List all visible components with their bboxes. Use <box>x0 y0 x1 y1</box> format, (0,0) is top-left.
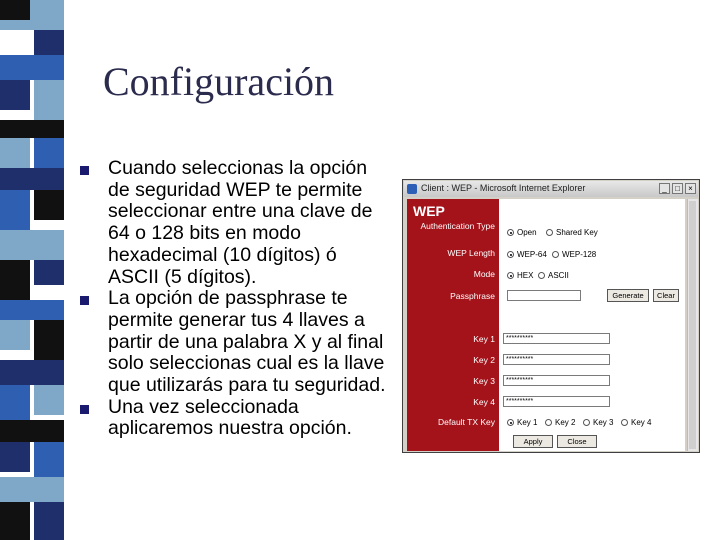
auth-shared-option[interactable] <box>546 228 598 237</box>
radio-icon <box>621 419 628 426</box>
tx-key1-option[interactable] <box>507 418 537 427</box>
square-bullet-icon <box>80 296 89 305</box>
maximize-button[interactable]: □ <box>672 183 683 194</box>
bullet-text: Cuando seleccionas la opción de seguridad WEP te permite seleccionar entre una clave de 64 o 128 bits en modo hexadecimal (10 dígitos) ó ASCII (5 dígitos). <box>108 157 373 288</box>
bullet-list <box>80 158 390 440</box>
mode-ascii-text: ASCII <box>548 271 569 280</box>
key1-input[interactable]: ********** <box>503 333 610 344</box>
radio-icon <box>507 251 514 258</box>
auth-shared-text: Shared Key <box>556 228 598 237</box>
key2-input[interactable]: ********** <box>503 354 610 365</box>
tx-key2-text: Key 2 <box>555 418 576 427</box>
auth-type-label: Authentication Type <box>420 221 495 231</box>
key3-label: Key 3 <box>473 376 495 386</box>
key2-label: Key 2 <box>473 355 495 365</box>
key3-input[interactable]: ********** <box>503 375 610 386</box>
decorative-stripe <box>0 0 64 540</box>
wep128-option[interactable] <box>552 250 596 259</box>
radio-icon <box>507 272 514 279</box>
radio-icon <box>507 419 514 426</box>
passphrase-label: Passphrase <box>450 291 495 301</box>
close-button[interactable]: Close <box>557 435 597 448</box>
radio-icon <box>545 419 552 426</box>
passphrase-input[interactable] <box>507 290 581 301</box>
default-tx-label: Default TX Key <box>437 417 495 427</box>
wep128-text: WEP-128 <box>562 250 597 259</box>
close-window-button[interactable]: × <box>685 183 696 194</box>
key4-input[interactable]: ********** <box>503 396 610 407</box>
bullet-text: La opción de passphrase te permite generar tus 4 llaves a partir de una palabra X y al final solo seleccionas cual es la llave que utilizarás para tu seguridad. <box>108 287 386 397</box>
mode-hex-option[interactable] <box>507 271 533 280</box>
bullet-text: Una vez seleccionada aplicaremos nuestra opción. <box>108 395 352 440</box>
wep64-option[interactable] <box>507 250 547 259</box>
tx-key4-option[interactable] <box>621 418 651 427</box>
label-column <box>407 199 499 451</box>
wep-length-label: WEP Length <box>447 248 495 258</box>
wep-heading: WEP <box>413 203 445 219</box>
key4-label: Key 4 <box>473 397 495 407</box>
tx-key3-option[interactable] <box>583 418 613 427</box>
bullet-item <box>80 397 390 440</box>
mode-ascii-option[interactable] <box>538 271 569 280</box>
key1-label: Key 1 <box>473 334 495 344</box>
mode-hex-text: HEX <box>517 271 534 280</box>
vertical-scrollbar[interactable] <box>687 199 698 451</box>
radio-icon <box>546 229 553 236</box>
scrollbar-thumb[interactable] <box>689 201 696 449</box>
wep-config-page <box>407 199 685 451</box>
tx-key4-text: Key 4 <box>631 418 652 427</box>
window-titlebar[interactable] <box>404 181 698 197</box>
ie-logo-icon <box>407 184 417 194</box>
clear-button[interactable]: Clear <box>653 289 679 302</box>
square-bullet-icon <box>80 405 89 414</box>
browser-window <box>402 179 700 453</box>
window-title: Client : WEP - Microsoft Internet Explorer <box>421 183 586 193</box>
bullet-item <box>80 158 390 288</box>
radio-icon <box>507 229 514 236</box>
auth-open-option[interactable] <box>507 228 537 237</box>
square-bullet-icon <box>80 166 89 175</box>
tx-key2-option[interactable] <box>545 418 575 427</box>
mode-label: Mode <box>473 269 495 279</box>
generate-button[interactable]: Generate <box>607 289 649 302</box>
apply-button[interactable]: Apply <box>513 435 553 448</box>
wep64-text: WEP-64 <box>517 250 547 259</box>
tx-key1-text: Key 1 <box>517 418 538 427</box>
radio-icon <box>552 251 559 258</box>
slide-title: Configuración <box>103 59 335 104</box>
bullet-item <box>80 288 390 397</box>
minimize-button[interactable]: _ <box>659 183 670 194</box>
radio-icon <box>538 272 545 279</box>
auth-open-text: Open <box>517 228 537 237</box>
tx-key3-text: Key 3 <box>593 418 614 427</box>
radio-icon <box>583 419 590 426</box>
